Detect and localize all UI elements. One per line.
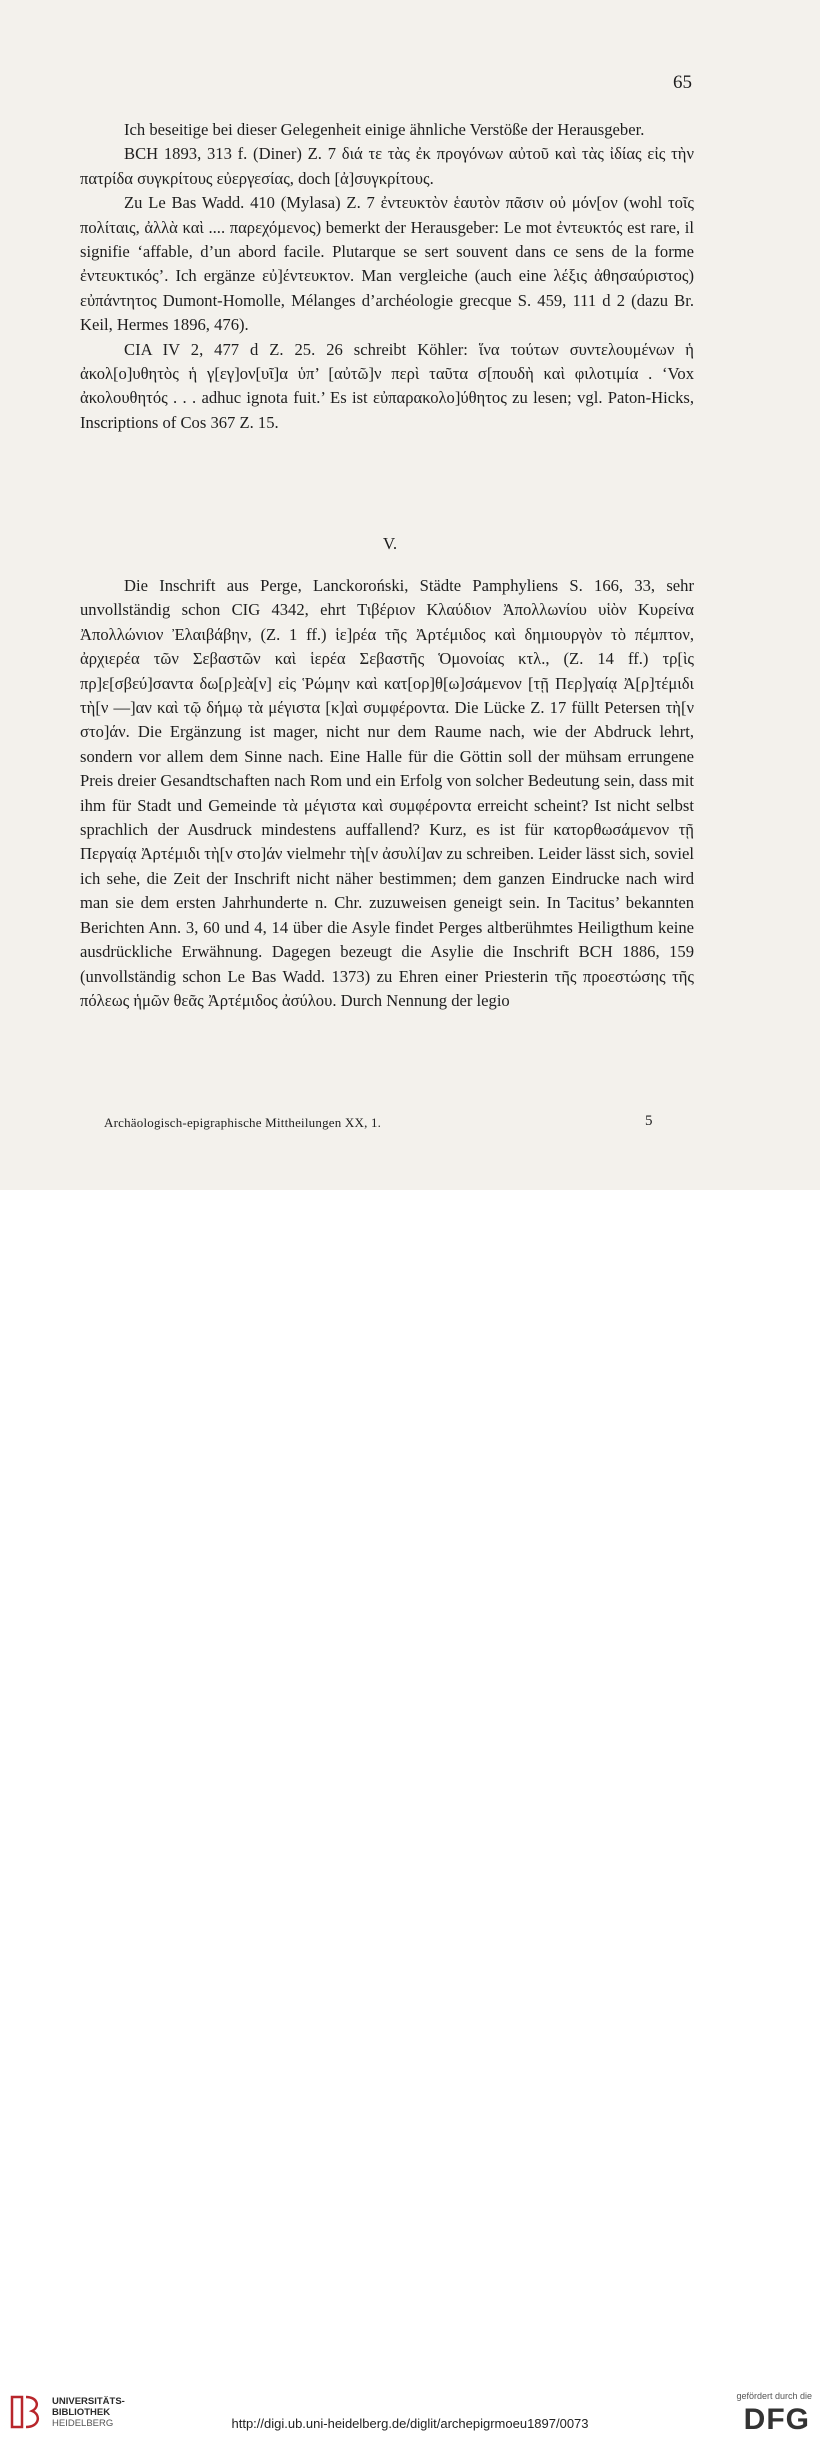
- viewer-footer-bar: [0, 1190, 820, 2436]
- paragraph: CIA IV 2, 477 d Z. 25. 26 schreibt Köhler: ἵνα τούτων συντελουμένων ἡ ἀκολ[ο]υθητὸς ἡ γ[εγ]ον[υῖ]α ὑπ’ [αὐτῶ]ν περὶ ταῦτα σ[πουδὴ καὶ φιλοτιμία . ‘Vox ἀκολουθητός . . . adhuc ignota fuit.’ Es ist εὐπαρακολο]ύθητος zu lesen; vgl. Paton-Hicks, Inscriptions of Cos 367 Z. 15.: [80, 339, 694, 432]
- text-block-top: [80, 118, 694, 435]
- paragraph: BCH 1893, 313 f. (Diner) Z. 7 διά τε τὰς ἐκ προγόνων αὐτοῦ καὶ τὰς ἰδίας εἰς τὴν πατρίδα συγκρίτους εὐεργεσίας, doch [ἀ]συγκρίτους.: [80, 144, 694, 188]
- dfg-logo: DFG: [743, 2403, 810, 2436]
- signature-mark: 5: [645, 1113, 653, 1129]
- text-block-bottom: [80, 574, 694, 1013]
- library-name-line: BIBLIOTHEK: [52, 2407, 111, 2418]
- funded-by-label: gefördert durch die: [736, 2391, 812, 2401]
- paragraph: Die Inschrift aus Perge, Lanckoroński, Städte Pamphyliens S. 166, 33, sehr unvollständig schon CIG 4342, ehrt Τιβέριον Κλαύδιον Ἀπολλωνίου υἱὸν Κυρείνα Ἀπολλώνιον Ἐλαιβάβην, (Z. 1 ff.) ἱε]ρέα τῆς Ἀρτέμιδος καὶ δημιουργὸν τὸ πέμπτον, ἀρχιερέα τῶν Σεβαστῶν καὶ ἱερέα Σεβαστῆς Ὁμονοίας κτλ., (Z. 14 ff.) τρ[ὶς πρ]ε[σβεύ]σαντα δω[ρ]εὰ[ν] εἰς Ῥώμην καὶ κατ[ορ]θ[ω]σάμενον [τῇ Περ]γαίᾳ Ἀ[ρ]τέμιδι τὴ[ν —]αν καὶ τῷ δήμῳ τὰ μέγιστα [κ]αὶ συμφέροντα. Die Lücke Z. 17 füllt Petersen τὴ[ν στο]άν. Die Ergänzung ist mager, nicht nur dem Raume nach, wie der Abdruck lehrt, sondern vor allem dem Sinne nach. Eine Halle für die Göttin soll der mühsam errungene Preis dreier Gesandtschaften nach Rom und ein Erfolg von solcher Bedeutung sein, dass mit ihm für Stadt und Gemeinde τὰ μέγιστα καὶ συμφέροντα erreicht scheint? Ist nicht selbst sprachlich der Ausdruck mindestens auffallend? Kurz, es ist für κατορθωσάμενον τῇ Περγαίᾳ Ἀρτέμιδι τὴ[ν στο]άν vielmehr τὴ[ν ἀσυλί]αν zu schreiben. Leider lässt sich, soviel ich sehe, die Zeit der Inschrift nicht näher bestimmen; dem ganzen Eindrucke nach wird man sie dem ersten Jahrhunderte n. Chr. zuzuweisen geneigt sein. In Tacitus’ bekannten Berichten Ann. 3, 60 und 4, 14 über die Asyle findet Perges altberühmtes Heiligthum keine ausdrückliche Erwähnung. Dagegen bezeugt die Asylie die Inschrift BCH 1886, 159 (unvollständig schon Le Bas Wadd. 1373) zu Ehren einer Priesterin τῆς προεστώσης τῆς πόλεως ἡμῶν θεᾶς Ἀρτέμιδος ἀσύλου. Durch Nennung der legio: [80, 576, 694, 1010]
- scanned-page: [0, 0, 820, 1190]
- page-number: 65: [673, 72, 692, 93]
- journal-footer: Archäologisch-epigraphische Mittheilungen XX, 1.: [104, 1115, 382, 1130]
- library-name-line: HEIDELBERG: [52, 2418, 114, 2429]
- paragraph: Ich beseitige bei dieser Gelegenheit einige ähnliche Verstöße der Herausgeber.: [124, 120, 645, 139]
- section-heading: V.: [382, 534, 398, 553]
- permalink-url[interactable]: http://digi.ub.uni-heidelberg.de/diglit/archepigrmoeu1897/0073: [231, 2416, 589, 2431]
- paragraph: Zu Le Bas Wadd. 410 (Mylasa) Z. 7 ἐντευκτὸν ἑαυτὸν πᾶσιν οὐ μόν[ον (wohl τοῖς πολίταις, ἀλλὰ καὶ .... παρεχόμενος) bemerkt der Herausgeber: Le mot ἐντευκτός est rare, il signifie ‘affable, d’un abord facile. Plutarque se sert souvent dans ce sens de la forme ἐντευκτικός’. Ich ergänze εὐ]έντευκτον. Man vergleiche (auch eine λέξις ἀθησαύριστος) εὐπάντητος Dumont-Homolle, Mélanges d’archéologie grecque S. 459, 111 d 2 (dazu Br. Keil, Hermes 1896, 476).: [80, 193, 694, 335]
- library-name-line: UNIVERSITÄTS-: [52, 2396, 125, 2407]
